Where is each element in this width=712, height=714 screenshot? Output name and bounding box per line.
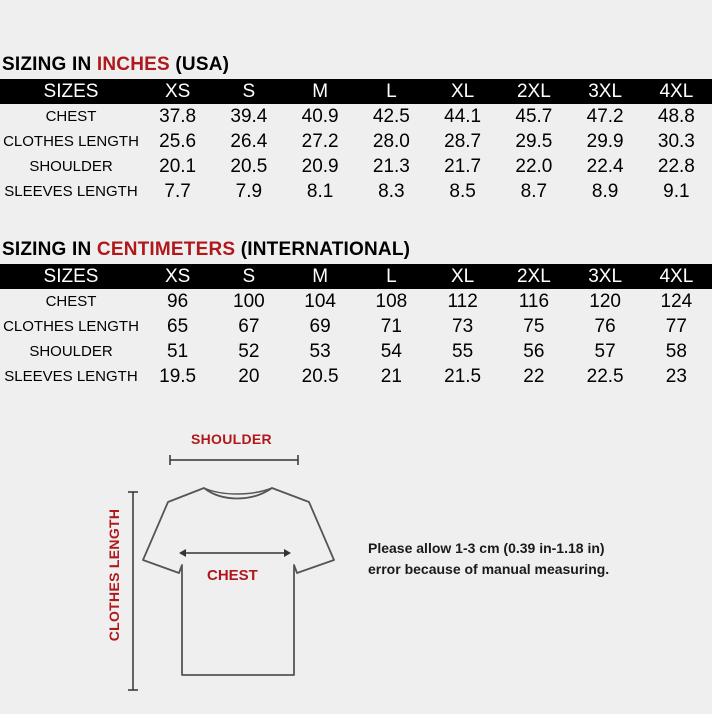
header-size-3xl: 3XL: [588, 81, 623, 102]
measurement-diagram: [0, 400, 712, 714]
shoulder-measure-line: [170, 455, 298, 465]
table-cell: 45.7: [515, 106, 553, 127]
shoulder-label: SHOULDER: [191, 431, 272, 447]
table-cell: 75: [523, 316, 545, 337]
table-cell: 57: [594, 341, 616, 362]
table-cell: 29.9: [586, 131, 624, 152]
row-label: SHOULDER: [29, 343, 113, 360]
table-cell: 20.1: [159, 156, 197, 177]
table-cell: 71: [380, 316, 402, 337]
table-cell: 21.7: [444, 156, 482, 177]
table-cell: 20.9: [301, 156, 339, 177]
size-table-centimeters: [0, 264, 712, 389]
row-label: SHOULDER: [29, 158, 113, 175]
table-cell: 20.5: [301, 366, 339, 387]
table-row: [0, 364, 712, 389]
header-size-l: L: [386, 266, 397, 287]
table-header-row: [0, 79, 712, 104]
header-size-xs: XS: [164, 81, 191, 102]
table-cell: 124: [660, 291, 693, 312]
table-cell: 25.6: [159, 131, 197, 152]
header-size-xl: XL: [451, 266, 475, 287]
row-label: CHEST: [45, 108, 97, 125]
table-cell: 108: [375, 291, 408, 312]
table-cell: 116: [518, 291, 550, 312]
table-cell: 112: [447, 291, 478, 312]
length-measure-line: [128, 492, 138, 690]
table-cell: 20: [238, 366, 260, 387]
table-cell: 51: [167, 341, 189, 362]
row-label: CLOTHES LENGTH: [3, 318, 139, 335]
table-cell: 19.5: [159, 366, 197, 387]
table-row: [0, 339, 712, 364]
table-cell: 8.9: [591, 181, 619, 202]
table-cell: 8.5: [449, 181, 476, 202]
table-cell: 40.9: [301, 106, 339, 127]
table-cell: 52: [238, 341, 260, 362]
table-row: [0, 154, 712, 179]
header-size-4xl: 4XL: [659, 81, 694, 102]
table-cell: 58: [665, 341, 687, 362]
size-table-inches: [0, 79, 712, 204]
table-cell: 22.8: [657, 156, 695, 177]
table-cell: 22.4: [586, 156, 624, 177]
measurement-note: [368, 538, 668, 580]
table-cell: 27.2: [301, 131, 339, 152]
header-size-s: S: [242, 81, 256, 102]
table-row: [0, 179, 712, 204]
table-cell: 28.0: [372, 131, 410, 152]
header-sizes-label: SIZES: [43, 266, 99, 287]
table-cell: 21.3: [372, 156, 410, 177]
title-cm-prefix: SIZING IN: [2, 239, 97, 260]
table-cell: 7.7: [164, 181, 191, 202]
table-cell: 48.8: [657, 106, 695, 127]
table-cell: 8.3: [378, 181, 405, 202]
header-size-xl: XL: [451, 81, 475, 102]
table-row: [0, 104, 712, 129]
note-line-1: Please allow 1-3 cm (0.39 in-1.18 in): [368, 540, 605, 556]
table-cell: 73: [452, 316, 474, 337]
table-cell: 9.1: [663, 181, 690, 202]
table-cell: 56: [523, 341, 545, 362]
table-cell: 39.4: [230, 106, 268, 127]
title-inches-accent: INCHES: [96, 54, 170, 75]
table-cell: 28.7: [444, 131, 482, 152]
table-cell: 8.1: [306, 181, 334, 202]
table-cell: 21.5: [444, 366, 482, 387]
table-cell: 22.5: [586, 366, 624, 387]
table-cell: 37.8: [159, 106, 197, 127]
table-cell: 96: [167, 291, 189, 312]
header-size-2xl: 2XL: [516, 81, 551, 102]
clothes-length-label: CLOTHES LENGTH: [106, 508, 122, 642]
table-cell: 26.4: [230, 131, 268, 152]
table-cell: 120: [589, 291, 621, 312]
header-size-3xl: 3XL: [588, 266, 623, 287]
table-header-row: [0, 264, 712, 289]
table-cell: 104: [304, 291, 336, 312]
title-cm-accent: CENTIMETERS: [96, 239, 236, 260]
title-inches: [2, 54, 229, 76]
table-row: [0, 129, 712, 154]
table-cell: 23: [665, 366, 687, 387]
table-cell: 77: [665, 316, 687, 337]
table-cell: 22.0: [515, 156, 553, 177]
table-cell: 47.2: [586, 106, 624, 127]
table-cell: 55: [452, 341, 474, 362]
table-cell: 44.1: [444, 106, 482, 127]
row-label: CHEST: [45, 293, 97, 310]
row-label: SLEEVES LENGTH: [4, 368, 138, 385]
table-cell: 29.5: [515, 131, 553, 152]
table-cell: 76: [594, 316, 616, 337]
header-sizes-label: SIZES: [43, 81, 99, 102]
table-cell: 42.5: [372, 106, 410, 127]
table-cell: 53: [309, 341, 331, 362]
header-size-2xl: 2XL: [516, 266, 551, 287]
table-cell: 22: [523, 366, 545, 387]
table-row: [0, 289, 712, 314]
row-label: CLOTHES LENGTH: [3, 133, 139, 150]
table-cell: 100: [233, 291, 265, 312]
title-inches-suffix: (USA): [169, 54, 230, 75]
title-inches-prefix: SIZING IN: [2, 54, 97, 75]
table-cell: 65: [167, 316, 189, 337]
table-cell: 54: [380, 341, 402, 362]
row-label: SLEEVES LENGTH: [4, 183, 138, 200]
table-cell: 20.5: [230, 156, 268, 177]
table-cell: 30.3: [657, 131, 695, 152]
header-size-xs: XS: [164, 266, 191, 287]
chest-measure-arrow: [179, 549, 291, 557]
chest-label: CHEST: [207, 567, 258, 584]
header-size-s: S: [242, 266, 256, 287]
header-size-m: M: [312, 81, 329, 102]
header-size-m: M: [312, 266, 329, 287]
title-centimeters: [2, 239, 410, 261]
table-row: [0, 314, 712, 339]
table-cell: 7.9: [235, 181, 263, 202]
table-cell: 8.7: [520, 181, 548, 202]
table-cell: 69: [309, 316, 331, 337]
header-size-l: L: [386, 81, 397, 102]
table-cell: 67: [238, 316, 260, 337]
header-size-4xl: 4XL: [659, 266, 694, 287]
title-cm-suffix: (INTERNATIONAL): [235, 239, 411, 260]
table-cell: 21: [380, 366, 402, 387]
note-line-2: error because of manual measuring.: [368, 561, 610, 577]
